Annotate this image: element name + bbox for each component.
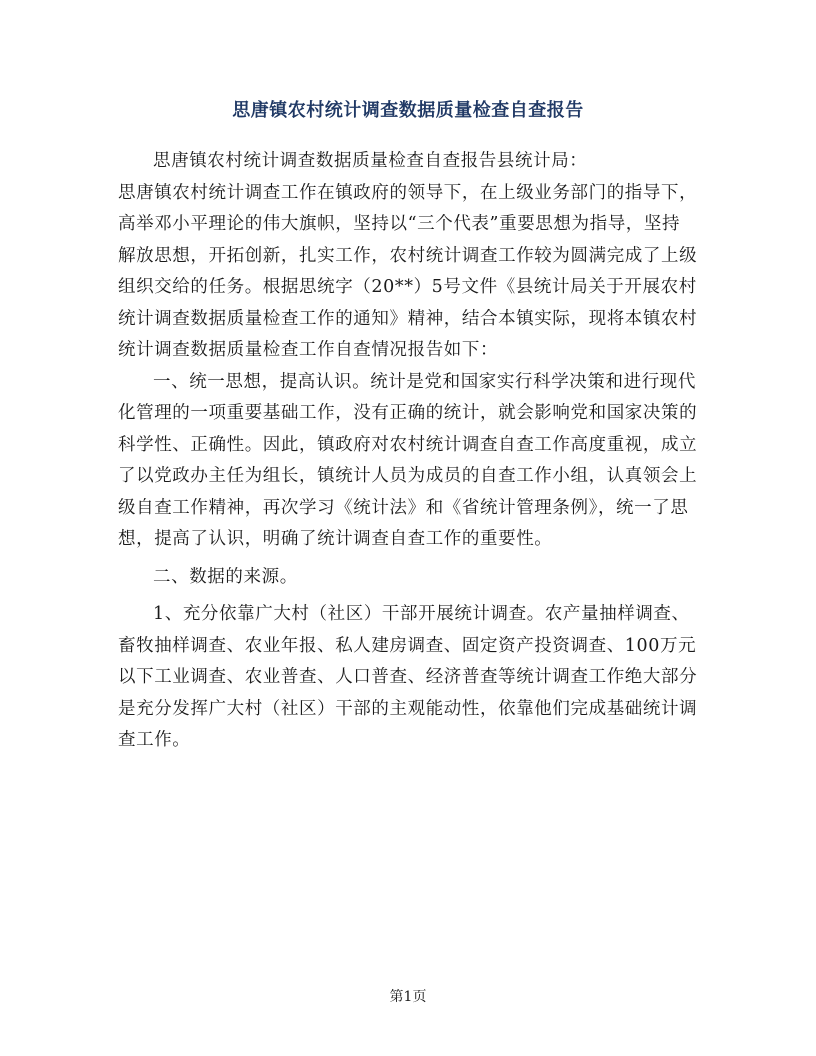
document-body — [118, 146, 698, 757]
page-number: 第1页 — [389, 989, 427, 1005]
salutation-paragraph: 思唐镇农村统计调查数据质量检查自查报告县统计局： — [153, 151, 588, 171]
section-two-heading: 二、数据的来源。 — [153, 566, 298, 587]
section-one-paragraph: 一、统一思想，提高认识。统计是党和国家实行科学决策和进行现代化管理的一项重要基础工作，没有正确的统计，就会影响党和国家决策的科学性、正确性。因此，镇政府对农村统计调查自查工作高度重视，成立了以党政办主任为组长，镇统计人员为成员的自查工作小组，认真领会上级自查工作精神，再次学习《统计法》和《省统计管理条例》，统一了思想，提高了认识，明确了统计调查自查工作的重要性。 — [118, 371, 698, 549]
item-one-paragraph: 1、充分依靠广大村（社区）干部开展统计调查。农产量抽样调查、畜牧抽样调查、农业年报、私人建房调查、固定资产投资调查、100万元以下工业调查、农业普查、人口普查、经济普查等统计调查工作绝大部分是充分发挥广大村（社区）干部的主观能动性，依靠他们完成基础统计调查工作。 — [118, 604, 698, 750]
intro-paragraph: 思唐镇农村统计调查工作在镇政府的领导下，在上级业务部门的指导下，高举邓小平理论的伟大旗帜，坚持以“三个代表”重要思想为指导，坚持解放思想，开拓创新，扎实工作，农村统计调查工作较为圆满完成了上级组织交给的任务。根据思统字（20**）5号文件《县统计局关于开展农村统计调查数据质量检查工作的通知》精神，结合本镇实际，现将本镇农村统计调查数据质量检查工作自查情况报告如下： — [118, 182, 698, 360]
document-title: 思唐镇农村统计调查数据质量检查自查报告 — [232, 100, 584, 121]
